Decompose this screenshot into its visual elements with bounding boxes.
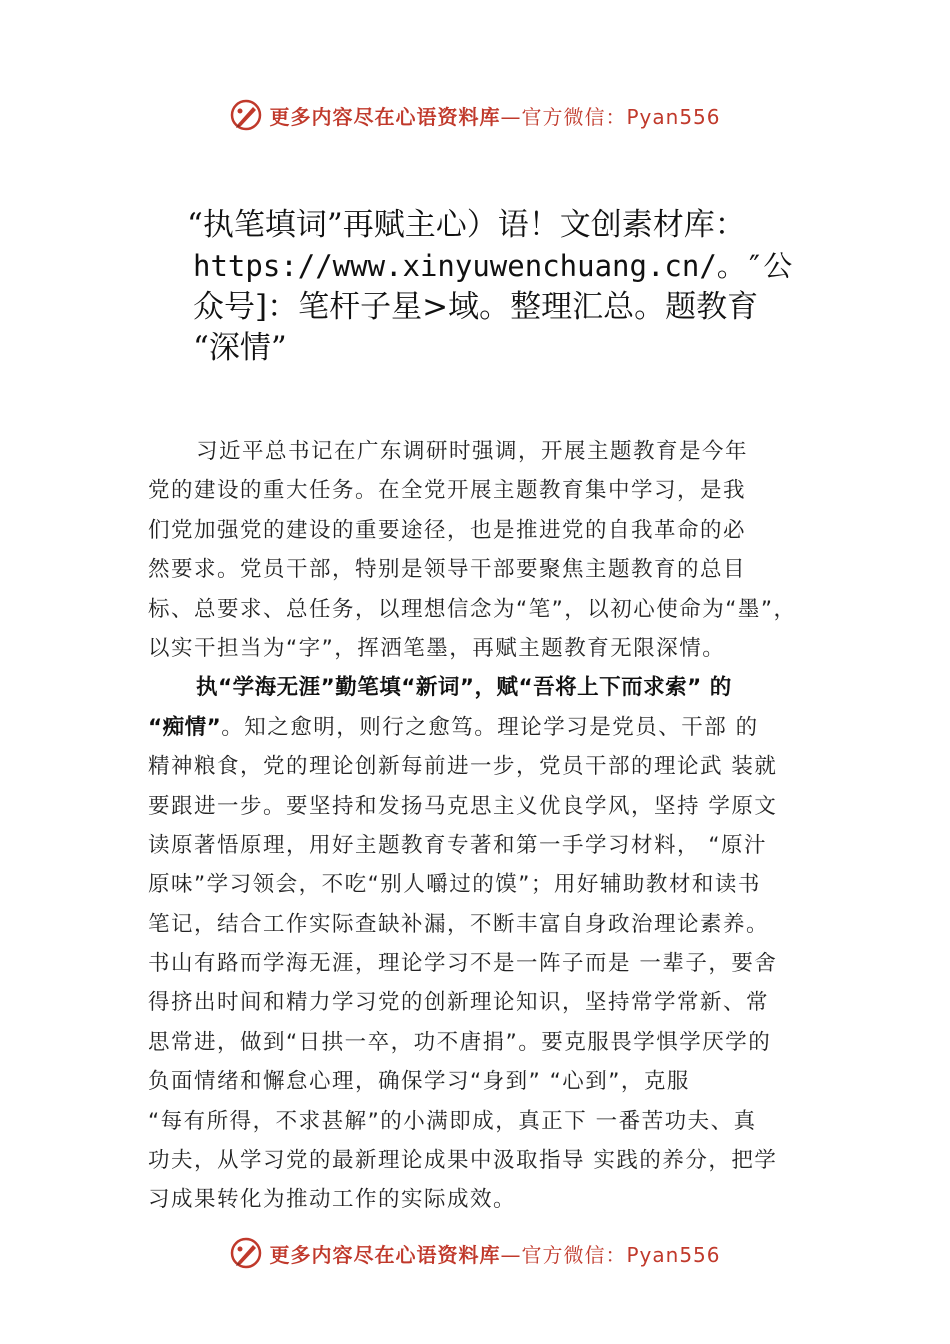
paragraph-2-line: “每有所得，不求甚解”的小满即成，真正下 一番苦功夫、真 [148, 1108, 757, 1134]
footer-watermark-banner [0, 1233, 950, 1273]
paragraph-1-line: 以实干担当为“字”，挥洒笔墨，再赋主题教育无限深情。 [148, 635, 726, 661]
paragraph-2-line: 读原著悟原理，用好主题教育专著和第一手学习材料， “原汁 [148, 832, 767, 858]
paragraph-1-line: 们党加强党的建设的重要途径，也是推进党的自我革命的必 [148, 517, 747, 543]
banner-text: 更多内容尽在心语资料库—官方微信：Pyan556 [269, 1242, 721, 1267]
paragraph-2-line: 思常进，做到“日拱一卒，功不唐捐”。要克服畏学惧学厌学的 [148, 1029, 772, 1055]
paragraph-2-line: 习成果转化为推动工作的实际成效。 [148, 1187, 517, 1213]
banner-text: 更多内容尽在心语资料库—官方微信：Pyan556 [269, 104, 721, 129]
document-body [148, 432, 838, 1220]
title-line-3: 众号]：笔杆子星>域。整理汇总。题教育 [193, 289, 759, 325]
paragraph-2-line: 得挤出时间和精力学习党的创新理论知识，坚持常学常新、常 [148, 990, 770, 1016]
paragraph-1-line: 习近平总书记在广东调研时强调，开展主题教育是今年 [196, 439, 749, 464]
title-line-2: https://www.xinyuwenchuang.cn/。″公 [193, 249, 793, 283]
paragraph-2-line: 负面情绪和懈怠心理，确保学习“身到” “心到”，克服 [148, 1069, 690, 1095]
paragraph-2-line-text: 。知之愈明，则行之愈笃。理论学习是党员、干部 的 [221, 714, 759, 740]
paragraph-2-line: 精神粮食，党的理论创新每前进一步，党员干部的理论武 装就 [148, 754, 778, 780]
title-line-1: “执笔填词”再赋主心）语！文创素材库： [187, 207, 746, 243]
header-watermark-banner [0, 95, 950, 135]
document-title [187, 205, 843, 369]
paragraph-2-line: 功夫，从学习党的最新理论成果中汲取指导 实践的养分，把学 [148, 1148, 778, 1174]
paragraph-2-line: 要跟进一步。要坚持和发扬马克思主义优良学风，坚持 学原文 [148, 793, 778, 819]
section-heading-tail: “痴情” [148, 714, 222, 740]
paragraph-2-line [148, 708, 838, 747]
pen-circle-logo-icon [229, 1236, 263, 1270]
section-heading: 执“学海无涯”勤笔填“新词”，赋“吾将上下而求索” 的 [196, 675, 732, 701]
paragraph-1-line: 党的建设的重大任务。在全党开展主题教育集中学习，是我 [148, 478, 747, 504]
paragraph-2-line: 原味”学习领会，不吃“别人嚼过的馍”；用好辅助教材和读书 [148, 872, 761, 898]
paragraph-2-line: 笔记，结合工作实际查缺补漏，不断丰富自身政治理论素养。 [148, 911, 770, 937]
paragraph-2-line: 书山有路而学海无涯，理论学习不是一阵子而是 一辈子，要舍 [148, 951, 778, 977]
title-line-4: “深情” [193, 330, 287, 366]
paragraph-1-line: 标、总要求、总任务，以理想信念为“笔”，以初心使命为“墨”， [148, 596, 797, 622]
pen-circle-logo-icon [229, 98, 263, 132]
paragraph-1-line: 然要求。党员干部，特别是领导干部要聚焦主题教育的总目 [148, 557, 747, 583]
